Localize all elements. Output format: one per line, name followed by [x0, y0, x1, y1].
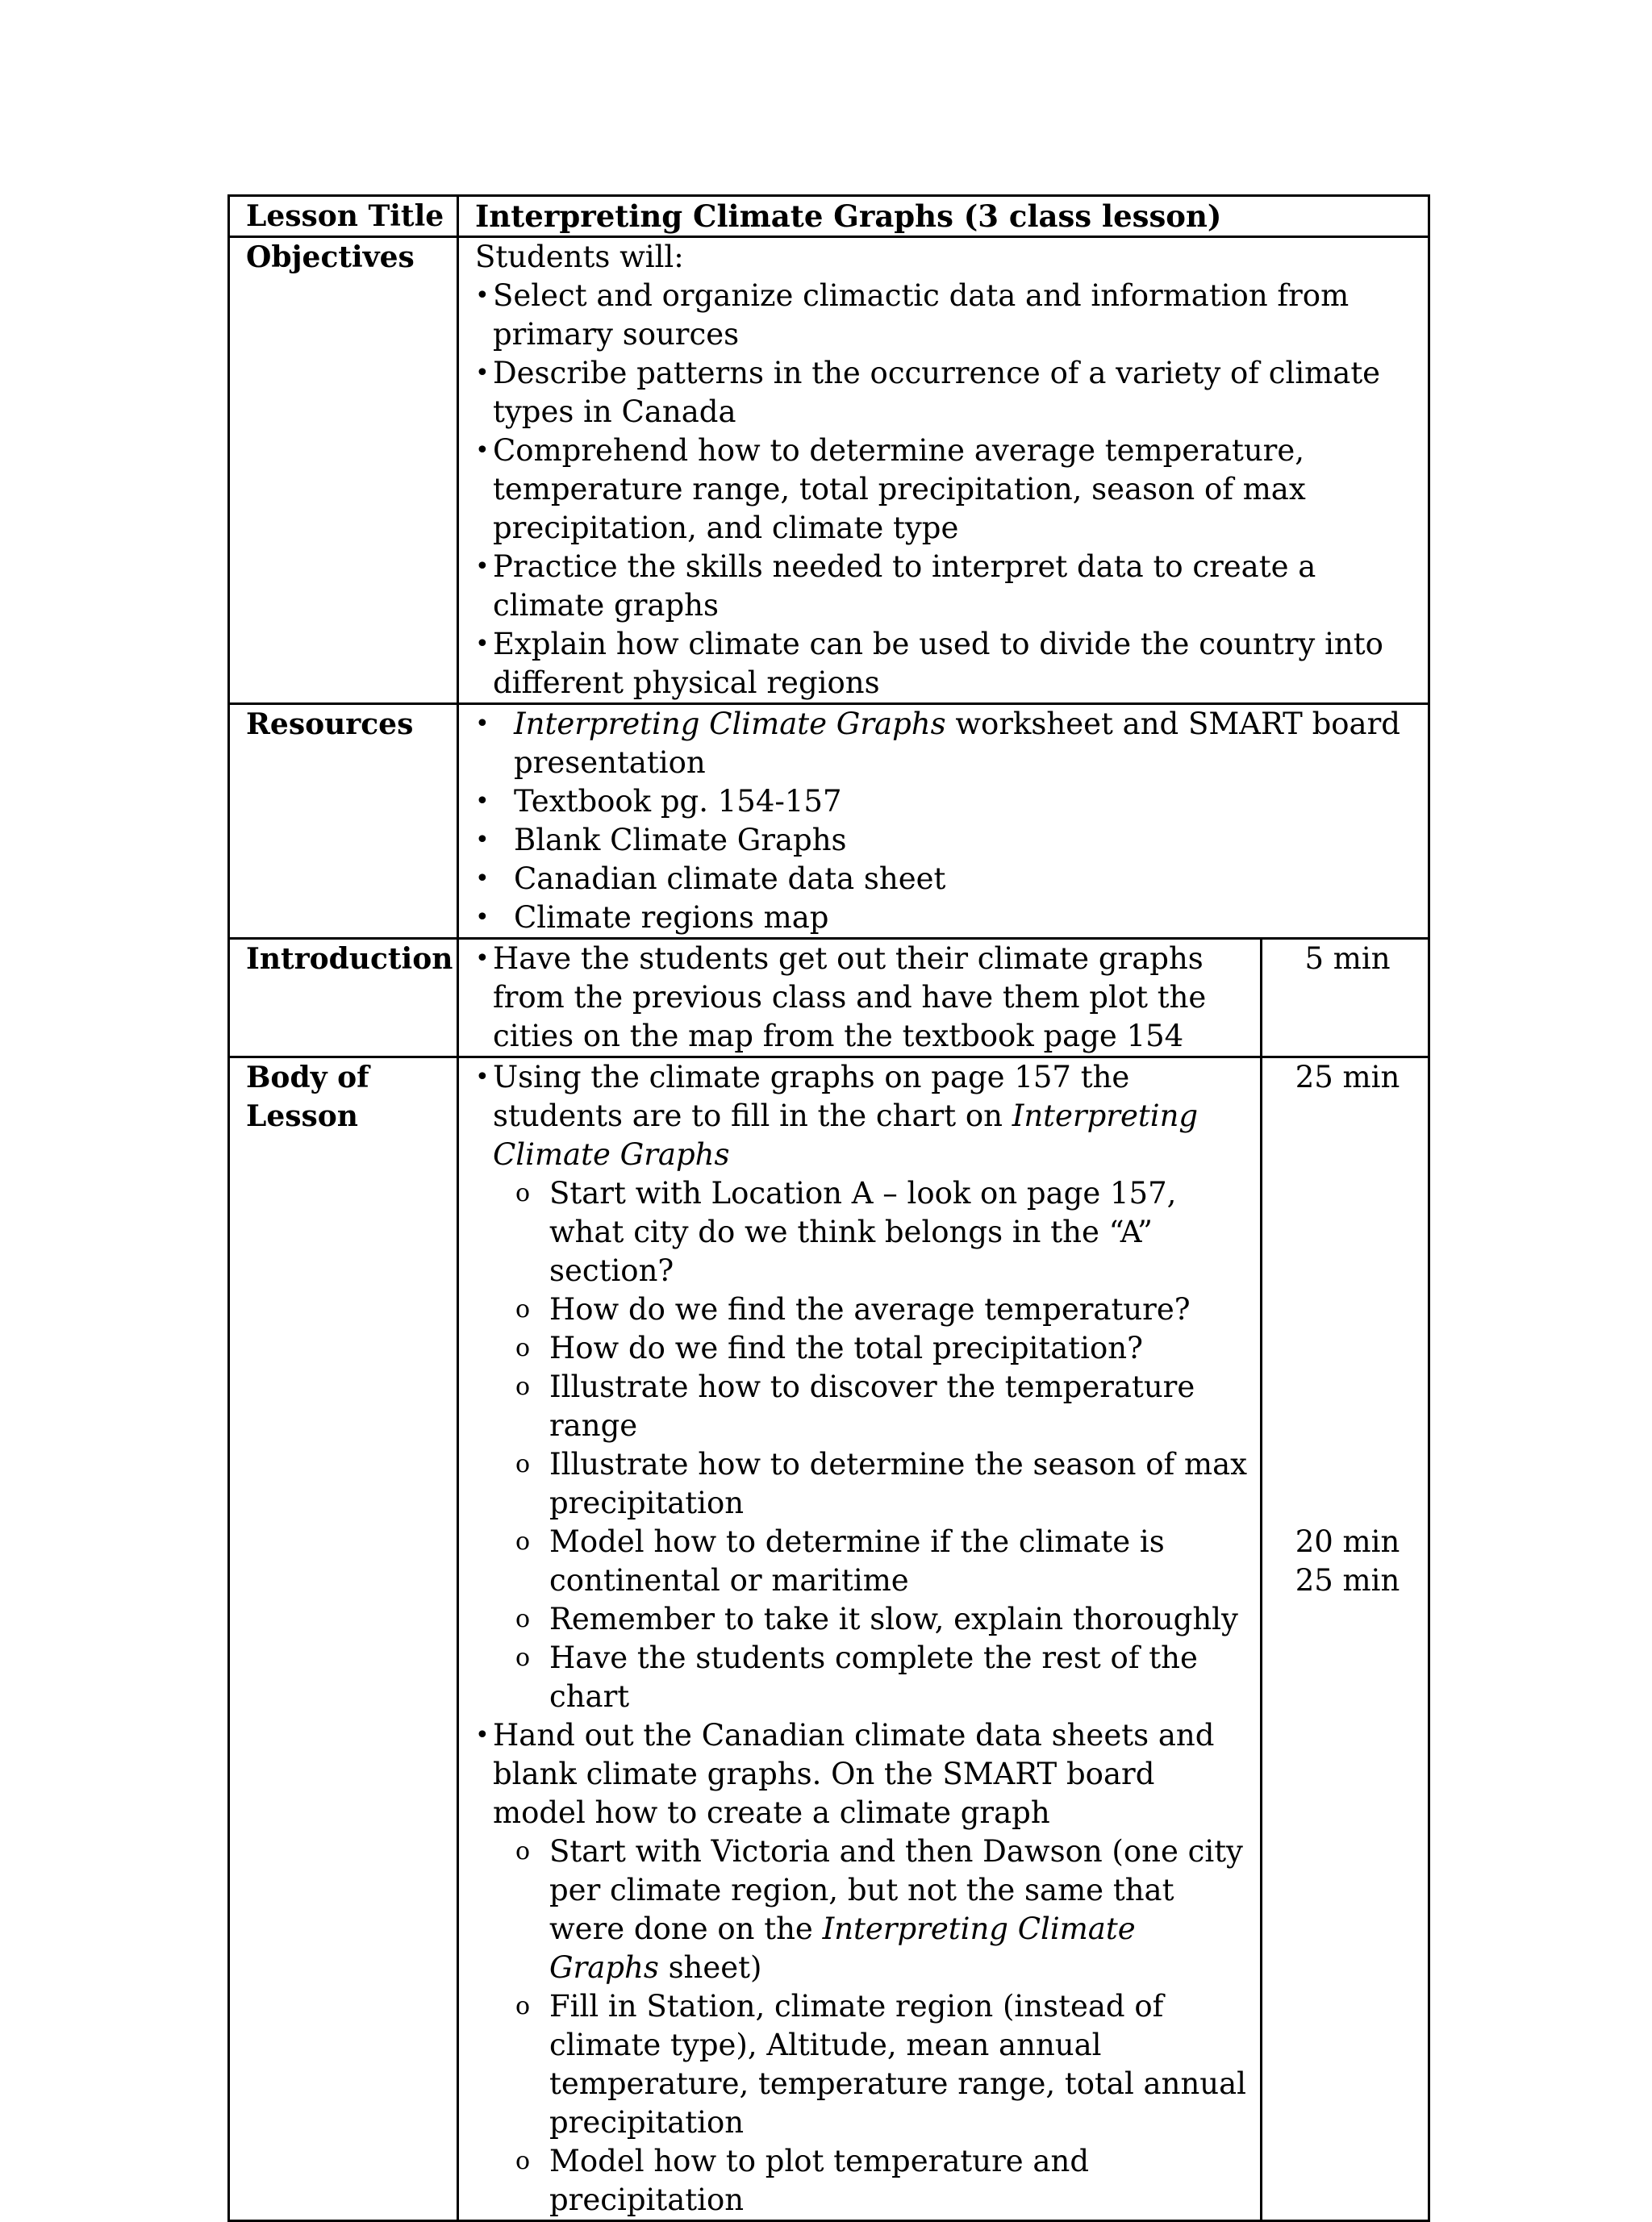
resource-item: • Climate regions map	[475, 898, 1416, 937]
body-subitem: o Illustrate how to determine the season of max precipitation	[475, 1445, 1249, 1523]
body-sublist	[475, 1174, 1249, 1716]
body-subitem: o How do we find the total precipitation?	[475, 1329, 1249, 1368]
introduction-list	[475, 940, 1249, 1056]
body-time-3: 25 min	[1295, 1563, 1400, 1598]
resource-item: • Blank Climate Graphs	[475, 821, 1416, 860]
introduction-label: Introduction	[229, 939, 458, 1057]
body-sublist	[475, 1832, 1249, 2220]
resource-item	[475, 705, 1416, 782]
body-bullet	[475, 1058, 1249, 1716]
body-bullet-italic: Interpreting Climate Graphs	[493, 1098, 1199, 1172]
body-list	[475, 1058, 1249, 2220]
objective-item: • Comprehend how to determine average temperature, temperature range, total precipitation, season of max precipitation, and climate type	[475, 431, 1416, 548]
lesson-title-row	[229, 196, 1429, 237]
body-subitem: o Illustrate how to discover the temperature range	[475, 1368, 1249, 1445]
introduction-time: 5 min	[1262, 939, 1429, 1057]
resources-content	[458, 704, 1429, 939]
objective-item: • Explain how climate can be used to divide the country into different physical regions	[475, 625, 1416, 702]
objectives-content	[458, 237, 1429, 704]
objectives-list	[475, 277, 1416, 702]
body-subitem-italic: Interpreting Climate Graphs	[549, 1911, 1136, 1985]
resource-item: • Canadian climate data sheet	[475, 860, 1416, 898]
introduction-row	[229, 939, 1429, 1057]
body-subitem: o Model how to plot temperature and precipitation	[475, 2142, 1249, 2220]
body-row	[229, 1057, 1429, 2221]
body-subitem: o Model how to determine if the climate is continental or maritime	[475, 1523, 1249, 1600]
body-time-2: 20 min	[1295, 1524, 1400, 1559]
body-subitem	[475, 1832, 1249, 1987]
body-subitem: o Remember to take it slow, explain thoroughly	[475, 1600, 1249, 1639]
resource-item: • Textbook pg. 154-157	[475, 782, 1416, 821]
objectives-row	[229, 237, 1429, 704]
body-content	[458, 1057, 1262, 2221]
lesson-title-value: Interpreting Climate Graphs (3 class lesson)	[458, 196, 1429, 237]
objectives-label: Objectives	[229, 237, 458, 704]
lesson-plan-table	[227, 194, 1430, 2222]
resources-list	[475, 705, 1416, 937]
resources-label: Resources	[229, 704, 458, 939]
body-subitem-end: sheet)	[658, 1950, 762, 1985]
resource-item-italic: Interpreting Climate Graphs	[514, 707, 946, 741]
body-bullet-text: Using the climate graphs on page 157 the students are to fill in the chart on	[493, 1060, 1130, 1133]
resource-item-rest: worksheet and SMART board presentation	[514, 707, 1400, 780]
introduction-content	[458, 939, 1262, 1057]
body-time-1: 25 min	[1295, 1060, 1400, 1094]
body-bullet	[475, 1716, 1249, 2220]
resources-row	[229, 704, 1429, 939]
body-subitem: o Start with Location A – look on page 157, what city do we think belongs in the “A” section?	[475, 1174, 1249, 1290]
body-time-spacer	[1279, 1097, 1416, 1523]
introduction-item: • Have the students get out their climate graphs from the previous class and have them plot the cities on the map from the textbook page 154	[475, 940, 1249, 1056]
body-times	[1262, 1057, 1429, 2221]
body-subitem: o Have the students complete the rest of the chart	[475, 1639, 1249, 1716]
objective-item: • Select and organize climactic data and information from primary sources	[475, 277, 1416, 354]
body-subitem-text: Start with Victoria and then Dawson (one city per climate region, but not the same that were done on the	[549, 1834, 1243, 1946]
body-subitem: o How do we find the average temperature?	[475, 1290, 1249, 1329]
objective-item: • Practice the skills needed to interpret data to create a climate graphs	[475, 548, 1416, 625]
lesson-title-label: Lesson Title	[229, 196, 458, 237]
body-label: Body of Lesson	[229, 1057, 458, 2221]
body-subitem: o Fill in Station, climate region (instead of climate type), Altitude, mean annual temperature, temperature range, total annual precipitation	[475, 1987, 1249, 2142]
body-bullet-text: Hand out the Canadian climate data sheets and blank climate graphs. On the SMART board model how to create a climate graph	[493, 1718, 1215, 1830]
objective-item: • Describe patterns in the occurrence of a variety of climate types in Canada	[475, 354, 1416, 431]
objectives-intro: Students will:	[475, 240, 684, 274]
